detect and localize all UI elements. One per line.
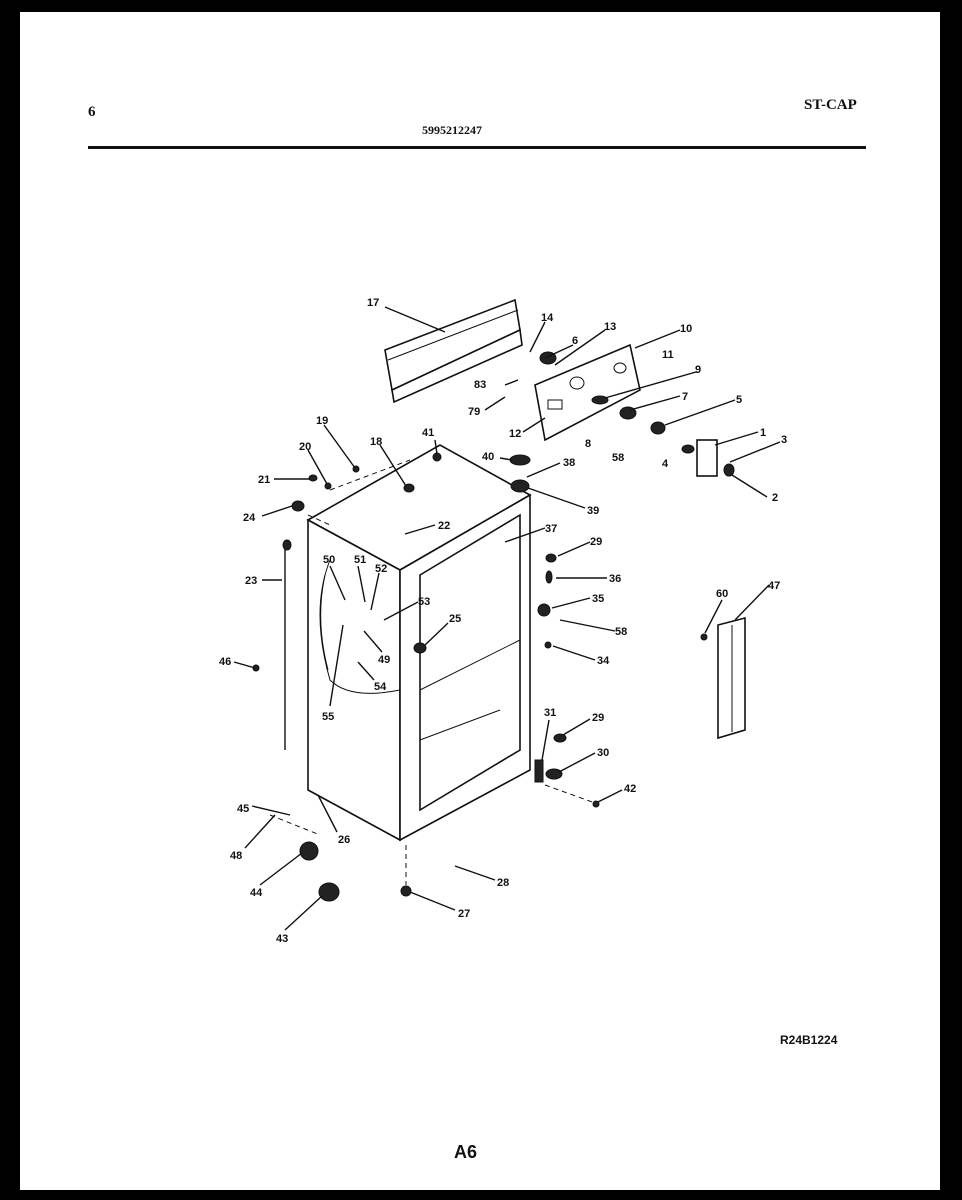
callout-12: 12 (509, 428, 522, 440)
callout-19: 19 (316, 415, 329, 427)
callout-2: 2 (772, 492, 779, 504)
callout-24: 24 (243, 512, 256, 524)
callout-14: 14 (541, 312, 554, 324)
callout-25: 25 (449, 613, 462, 625)
callout-5: 5 (736, 394, 743, 406)
document-number: 5995212247 (422, 123, 482, 137)
callout-50: 50 (323, 554, 336, 566)
callout-9: 9 (695, 364, 702, 376)
callout-55: 55 (322, 711, 335, 723)
callout-6: 6 (572, 335, 579, 347)
callout-26: 26 (338, 834, 351, 846)
callout-20: 20 (299, 441, 312, 453)
cabinet-body (308, 445, 530, 840)
callout-46: 46 (219, 656, 232, 668)
callout-31: 31 (544, 707, 557, 719)
callout-10: 10 (680, 323, 693, 335)
callout-39: 39 (587, 505, 600, 517)
page-number: 6 (88, 104, 96, 120)
callout-41: 41 (422, 427, 435, 439)
callout-38: 38 (563, 457, 576, 469)
left-rod-part (283, 540, 291, 750)
callout-79: 79 (468, 406, 481, 418)
callout-27: 27 (458, 908, 471, 920)
callout-21: 21 (258, 474, 271, 486)
callout-53: 53 (418, 596, 431, 608)
page-code: A6 (454, 1142, 478, 1162)
callout-17: 17 (367, 297, 380, 309)
callout-28: 28 (497, 877, 510, 889)
drawing-reference-code: R24B1224 (780, 1033, 838, 1047)
callout-8: 8 (585, 438, 592, 450)
callout-58: 58 (612, 452, 625, 464)
callout-52: 52 (375, 563, 388, 575)
callout-18: 18 (370, 436, 383, 448)
callout-43: 43 (276, 933, 289, 945)
callout-37: 37 (545, 523, 558, 535)
callout-60: 60 (716, 588, 729, 600)
callout-45: 45 (237, 803, 250, 815)
callout-47: 47 (768, 580, 781, 592)
callout-4: 4 (662, 458, 669, 470)
callout-11: 11 (662, 349, 674, 361)
callout-13: 13 (604, 321, 617, 333)
callout-22: 22 (438, 520, 451, 532)
callout-36: 36 (609, 573, 622, 585)
callout-83: 83 (474, 379, 487, 391)
vertical-strip-part (718, 618, 745, 738)
callout-54: 54 (374, 681, 387, 693)
callout-40: 40 (482, 451, 495, 463)
callout-49: 49 (378, 654, 391, 666)
callout-44: 44 (250, 887, 263, 899)
callout-3: 3 (781, 434, 788, 446)
callout-29a: 29 (590, 536, 603, 548)
callout-35: 35 (592, 593, 605, 605)
callout-7: 7 (682, 391, 689, 403)
callout-29b: 29 (592, 712, 605, 724)
callout-23: 23 (245, 575, 258, 587)
callout-42: 42 (624, 783, 637, 795)
callout-30: 30 (597, 747, 610, 759)
callout-1: 1 (760, 427, 767, 439)
callout-48: 48 (230, 850, 243, 862)
callout-51: 51 (354, 554, 367, 566)
model-code: ST-CAP (804, 97, 857, 113)
callout-34: 34 (597, 655, 610, 667)
callout-58b: 58 (615, 626, 628, 638)
